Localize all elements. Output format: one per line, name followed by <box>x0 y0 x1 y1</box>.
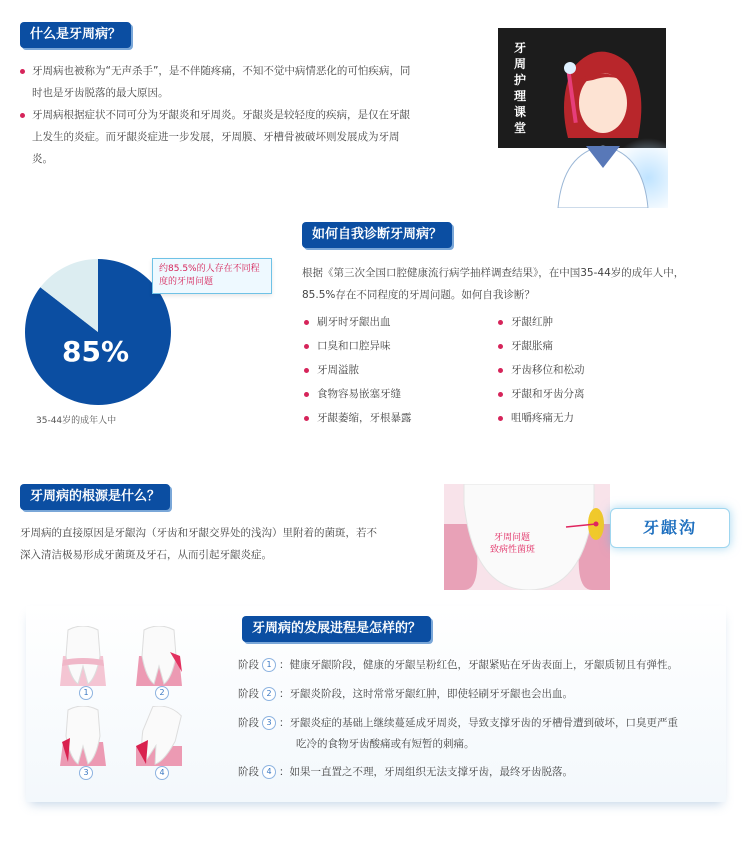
tooth-number-4: 4 <box>155 766 169 780</box>
tooth-stage-3 <box>58 706 108 778</box>
tooth-3-icon <box>58 706 108 766</box>
stage-4-number: 4 <box>262 765 276 779</box>
tooth-4-icon <box>134 706 184 766</box>
stage-4: 阶段 4 ：如果一直置之不理，牙周组织无法支撑牙齿，最终牙齿脱落。 <box>238 766 573 778</box>
pie-value-label: 85% <box>62 335 130 368</box>
tooth-number-3: 3 <box>79 766 93 780</box>
stage-3-number: 3 <box>262 716 276 730</box>
section3-text: 牙周病的直接原因是牙龈沟（牙齿和牙龈交界处的浅沟）里附着的菌斑，若不深入清洁极易形成牙菌斑及牙石，从而引起牙龈炎症。 <box>20 527 377 561</box>
symptom-left-5: 牙龈萎缩，牙根暴露 <box>304 410 412 425</box>
symptom-left-1: 刷牙时牙龈出血 <box>304 314 391 329</box>
tooth-stage-1 <box>58 626 108 698</box>
symptom-right-5: 咀嚼疼痛无力 <box>498 410 574 425</box>
pie-callout: 约85.5%的人存在不同程度的牙周问题 <box>152 258 272 294</box>
section1-bullet-2: 牙周病根据症状不同可分为牙龈炎和牙周炎。牙龈炎是较轻度的疾病，是仅在牙龈上发生的炎症。而牙龈炎症进一步发展，牙周膜、牙槽骨被破坏则发展成为牙周炎。 <box>20 104 420 170</box>
tooth-number-1: 1 <box>79 686 93 700</box>
tooth-stage-4 <box>134 706 184 778</box>
image-label-1: 牙周问题 <box>494 533 531 543</box>
symptom-right-3: 牙齿移位和松动 <box>498 362 585 377</box>
teacher-illustration <box>498 28 668 208</box>
symptom-right-2: 牙龈胀痛 <box>498 338 553 353</box>
tooth-2-icon <box>134 626 184 686</box>
section1-title: 什么是牙周病？ <box>20 22 131 48</box>
symptom-right-4: 牙龈和牙齿分离 <box>498 386 585 401</box>
tooth-stage-2 <box>134 626 184 698</box>
stage-3-continued: 吃冷的食物牙齿酸痛或有短暂的刺痛。 <box>296 738 475 750</box>
teacher-figure <box>498 28 668 208</box>
symptom-left-4: 食物容易嵌塞牙缝 <box>304 386 401 401</box>
stage-1-number: 1 <box>262 658 276 672</box>
section2-title: 如何自我诊断牙周病？ <box>302 222 452 248</box>
chalkboard-text: 牙 周 护 理 课 堂 <box>513 41 526 135</box>
section2-intro: 根据《第三次全国口腔健康流行病学抽样调查结果》，在中国35-44岁的成年人中，85.5%存在不同程度的牙周问题。如何自我诊断？ <box>302 267 685 301</box>
stage-1: 阶段 1 ：健康牙龈阶段，健康的牙龈呈粉红色，牙龈紧贴在牙齿表面上，牙龈质韧且有弹性。 <box>238 659 678 671</box>
section1-text <box>20 60 420 170</box>
stage-2: 阶段 2 ：牙龈炎阶段，这时常常牙龈红肿，即使轻刷牙牙龈也会出血。 <box>238 688 573 700</box>
symptom-left-3: 牙周溢脓 <box>304 362 359 377</box>
tooth-1-icon <box>58 626 108 686</box>
symptom-left-2: 口臭和口腔异味 <box>304 338 391 353</box>
stage-2-number: 2 <box>262 687 276 701</box>
tooth-number-2: 2 <box>155 686 169 700</box>
symptom-right-1: 牙龈红肿 <box>498 314 553 329</box>
stage-3: 阶段 3 ：牙龈炎症的基础上继续蔓延成牙周炎，导致支撑牙齿的牙槽骨遭到破坏，口臭更严重 <box>238 717 678 729</box>
gum-groove-callout: 牙龈沟 <box>610 508 730 548</box>
image-label-2: 致病性菌斑 <box>490 545 536 555</box>
pie-caption: 35-44岁的成年人中 <box>36 416 117 426</box>
section1-bullet-1: 牙周病也被称为“无声杀手”，是不伴随疼痛，不知不觉中病情恶化的可怕疾病，同时也是牙齿脱落的最大原因。 <box>20 60 420 104</box>
section4-title: 牙周病的发展进程是怎样的？ <box>242 616 431 642</box>
section3-title: 牙周病的根源是什么？ <box>20 484 170 510</box>
gum-groove-image <box>444 484 610 590</box>
